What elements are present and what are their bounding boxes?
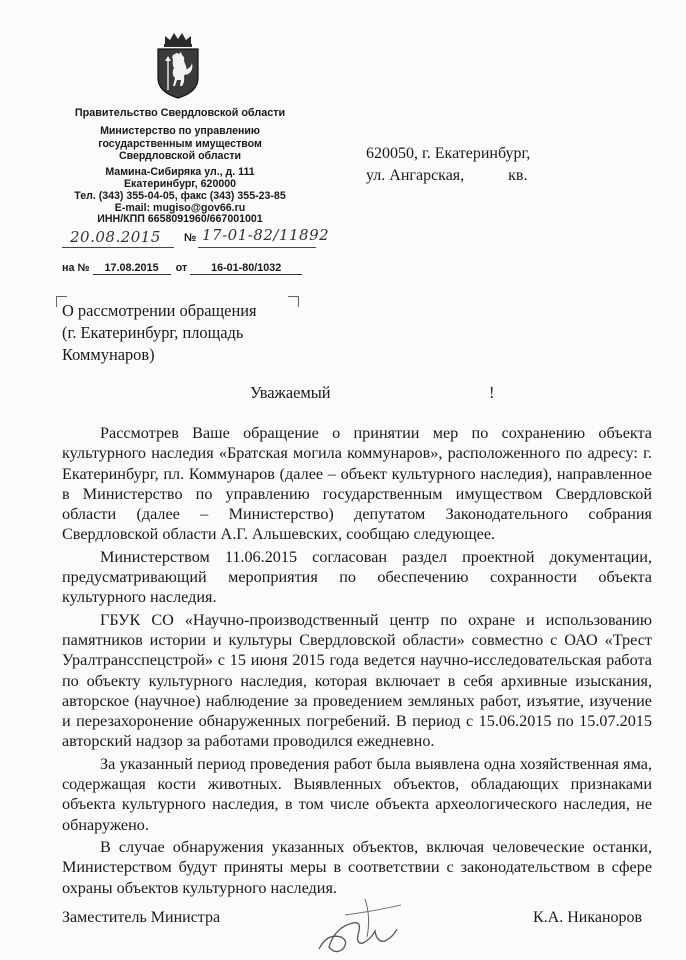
ministry-name [0, 125, 360, 163]
letterhead-street: Мамина-Сибиряка ул., д. 111 [105, 166, 255, 178]
signatory-role: Заместитель Министра [62, 909, 221, 926]
ministry-line: Министерство по управлению [100, 125, 260, 137]
body-paragraph: За указанный период проведения работ была выявлена одна хозяйственная яма, содержащая кости животных. Выявленных объектов, обладающих признаками объекта культурного наследия, в том числе объекта археологического наследия, не обнаружено. [62, 754, 652, 834]
body-paragraph: ГБУК СО «Научно-производственный центр по охране и использованию памятников истории и культуры Свердловской области» совместно с ОАО «Трест Уралтрансспецстрой» с 15 июня 2015 года ведется научно-исследовательская работа по объекту культурного наследия, которая включает в себя архивные изыскания, авторское (научное) наблюдение за проведением земляных работ, изъятие, изучение и перезахоронение обнаруженных погребений. В период с 15.06.2015 по 15.07.2015 авторский надзор за работами проводился ежедневно. [62, 610, 652, 751]
letterhead-city: Екатеринбург, 620000 [123, 178, 237, 190]
recipient-street-line [366, 165, 530, 187]
reference-date: 17.08.2015 [93, 262, 171, 275]
recipient-address [366, 143, 530, 187]
letterhead-inn: ИНН/КПП 6658091960/667001001 [97, 213, 263, 225]
body-paragraph: В случае обнаружения указанных объектов, включая человеческие останки, Министерством будут приняты меры в соответствии с законодательством в сфере охраны объектов культурного наследия. [62, 837, 652, 897]
greeting: Уважаемый [250, 383, 331, 402]
number-underline [198, 247, 316, 248]
signatory-name: К.А. Никаноров [533, 909, 643, 926]
subject-line: (г. Екатеринбург, площадь [62, 323, 244, 342]
letterhead [0, 0, 360, 230]
outgoing-number-label: № [184, 232, 197, 244]
subject-line: Коммунаров) [62, 345, 155, 364]
subject-line: О рассмотрении обращения [62, 301, 257, 320]
recipient-city: 620050, г. Екатеринбург, [366, 145, 531, 162]
ministry-line: государственным имуществом [98, 137, 262, 150]
signature-icon [305, 893, 415, 959]
outgoing-date: 20.08.2015 [70, 228, 161, 246]
ministry-line: Свердловской области [118, 150, 242, 163]
body-paragraph: Рассмотрев Ваше обращение о принятии мер по сохранению объекта культурного наследия «Братская могила коммунаров», расположенного по адресу: г. Екатеринбург, пл. Коммунаров (далее – объект культурного наследия), направленное в Министерство по управлению государственным имуществом Свердловской области (далее – Министерство) депутатом Законодательного собрания Свердловской области А.Г. Альшевских, сообщаю следующее. [62, 424, 652, 544]
date-underline [62, 247, 174, 248]
body-paragraph: Министерством 11.06.2015 согласован раздел проектной документации, предусматривающий мероприятия по обеспечению сохранности объекта культурного наследия. [62, 547, 652, 607]
reference-line [62, 262, 302, 275]
letterhead-phone: Тел. (343) 355-04-05, факс (343) 355-23-85 [74, 190, 286, 202]
letterhead-email: E-mail: mugiso@gov66.ru [114, 202, 246, 214]
subject-block [62, 300, 257, 366]
reference-number: 16-01-80/1032 [190, 262, 302, 275]
recipient-street: ул. Ангарская, [366, 167, 465, 184]
government-name: Правительство Свердловской области [74, 107, 286, 119]
reference-prefix: на № [62, 262, 90, 274]
recipient-apartment: кв. [508, 167, 528, 184]
letter-body [62, 423, 652, 898]
greeting-exclamation: ! [489, 383, 495, 402]
reference-from-label: от [175, 262, 188, 274]
subject-bracket-right [288, 296, 299, 307]
outgoing-number: 17-01-82/11892 [202, 226, 330, 244]
